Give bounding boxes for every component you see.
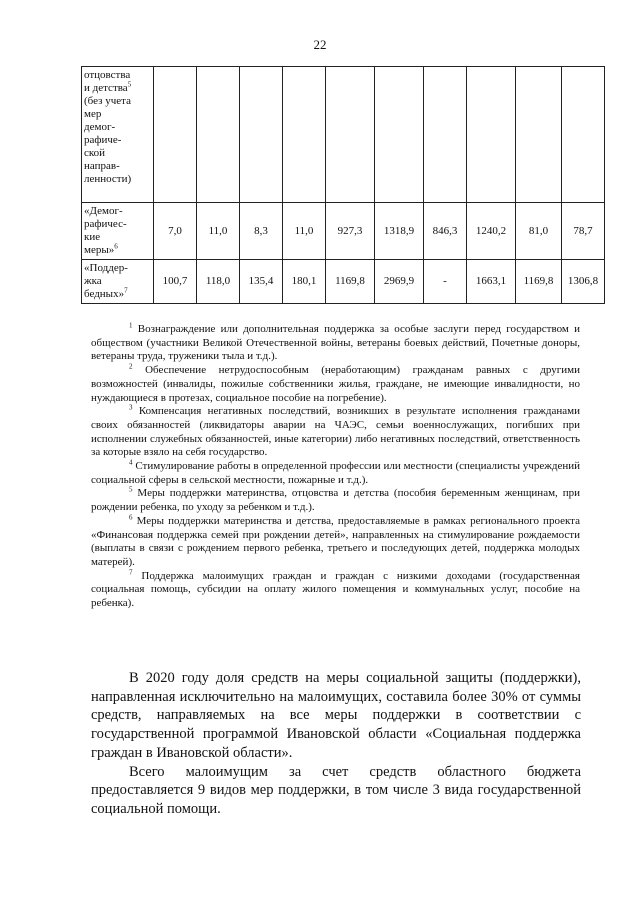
row-label-line: демог-: [84, 121, 116, 133]
row-label-line: бедных»: [84, 288, 125, 300]
table-cell: 1306,8: [562, 260, 605, 304]
footnote-number: 4: [129, 458, 133, 467]
footnote-text: Поддержка малоимущих граждан и граждан с низкими доходами (государственная социальная помощь, субсидии на оплату жилого помещения и коммунальных услуг, пособие на ребенка).: [91, 569, 580, 610]
footnote: [91, 487, 580, 514]
row-label: [82, 260, 154, 304]
footnote-text: Меры поддержки материнства и детства, предоставляемые в рамках регионального проекта «Финансовая поддержка семей при рождении детей», направленных на стимулирование рождаемости (выплаты в связи с рождением первого ребенка, третьего и последующих детей, поддержка молодых матерей).: [91, 514, 580, 568]
table-cell: [240, 67, 283, 203]
table-cell: 927,3: [326, 203, 375, 260]
table-cell: 78,7: [562, 203, 605, 260]
table-cell: -: [424, 260, 467, 304]
footnote: [91, 405, 580, 460]
table-cell: 846,3: [424, 203, 467, 260]
row-label-line: (без учета: [84, 95, 131, 107]
footnote: [91, 323, 580, 364]
table-cell: 81,0: [516, 203, 562, 260]
footnote-number: 6: [129, 513, 133, 522]
row-label-line: ской: [84, 147, 106, 159]
row-label-line: «Поддер-: [84, 262, 128, 274]
footnote-number: 7: [129, 568, 133, 576]
table-cell: 1663,1: [467, 260, 516, 304]
table-row: [82, 260, 605, 304]
table-cell: 11,0: [197, 203, 240, 260]
table-cell: 1169,8: [326, 260, 375, 304]
row-label-line: рафиче-: [84, 134, 122, 146]
table-cell: 1169,8: [516, 260, 562, 304]
table-cell: [154, 67, 197, 203]
table-cell: 180,1: [283, 260, 326, 304]
footnote-number: 5: [129, 485, 133, 494]
table-cell: [197, 67, 240, 203]
footnote-ref: 6: [114, 242, 118, 251]
table-cell: 118,0: [197, 260, 240, 304]
row-label-line: и детства: [84, 82, 128, 94]
row-label-line: ленности): [84, 173, 132, 185]
footnote-ref: 7: [124, 286, 128, 295]
table-cell: [375, 67, 424, 203]
footnote-text: Обеспечение нетрудоспособным (неработающим) гражданам равных с другими возможностей (инвалиды, пожилые собственники жилья, граждане, не имеющие инвалидности, но нуждающиеся в протезах, социальное пособие на погребение).: [91, 364, 580, 404]
row-label-line: мер: [84, 108, 102, 120]
footnote-number: 3: [129, 403, 133, 412]
footnote-text: Стимулирование работы в определенной профессии или местности (специалисты учреждений социальной сферы в сельской местности, пожарные и т.д.).: [91, 460, 580, 486]
footnote-number: 2: [129, 362, 133, 371]
footnote-number: 1: [129, 321, 133, 330]
table-cell: 1318,9: [375, 203, 424, 260]
footnote-text: Вознаграждение или дополнительная поддержка за особые заслуги перед государством и обществом (участники Великой Отечественной войны, ветераны боевых действий, Почетные доноры, ветераны труда, труженики тыла и т.д.).: [91, 323, 580, 363]
table-cell: 8,3: [240, 203, 283, 260]
body-paragraph: Всего малоимущим за счет средств областного бюджета предоставляется 9 видов мер поддержки, в том числе 3 вида государственной социальной помощи.: [91, 763, 581, 817]
row-label-line: рафичес-: [84, 218, 127, 230]
footnote: [91, 460, 580, 487]
table-cell: [467, 67, 516, 203]
table-cell: 1240,2: [467, 203, 516, 260]
table-cell: 11,0: [283, 203, 326, 260]
table-cell: [424, 67, 467, 203]
page-number: 22: [313, 37, 327, 52]
row-label-line: отцовства: [84, 69, 131, 81]
table-cell: 100,7: [154, 260, 197, 304]
table-cell: [326, 67, 375, 203]
row-label-line: кие: [84, 231, 101, 243]
table-cell: 7,0: [154, 203, 197, 260]
table-row: [82, 203, 605, 260]
footnote-text: Компенсация негативных последствий, возникших в результате исполнения гражданами своих обязанностей (ликвидаторы аварии на ЧАЭС, семьи военнослужащих, погибших при исполнении служебных обязанностей, иные категории) либо негативных последствий, ответственность за которые взяло на себя государство.: [91, 405, 580, 459]
row-label: [82, 67, 154, 203]
data-table: [81, 66, 605, 304]
row-label-line: жка: [84, 275, 102, 287]
main-text: [91, 669, 581, 819]
body-paragraph: В 2020 году доля средств на меры социальной защиты (поддержки), направленная исключительно на малоимущих, составила более 30% от суммы средств, направляемых на все меры поддержки в соответствии с государственной программой Ивановской области «Социальная поддержка граждан в Ивановской области».: [91, 670, 581, 761]
row-label-line: направ-: [84, 160, 120, 172]
table-cell: 135,4: [240, 260, 283, 304]
table-cell: 2969,9: [375, 260, 424, 304]
footnotes: [91, 323, 580, 611]
table-cell: [516, 67, 562, 203]
footnote: [91, 515, 580, 570]
footnote: [91, 364, 580, 405]
footnote: [91, 570, 580, 611]
footnote-ref: 5: [127, 80, 132, 89]
table-row: [82, 67, 605, 203]
row-label: [82, 203, 154, 260]
row-label-line: «Демог-: [84, 205, 123, 217]
table-cell: [283, 67, 326, 203]
footnote-text: Меры поддержки материнства, отцовства и детства (пособия беременным женщинам, при рождении ребенка, по уходу за ребенком и т.д.).: [91, 487, 580, 514]
table-cell: [562, 67, 605, 203]
row-label-line: меры»: [84, 244, 115, 256]
